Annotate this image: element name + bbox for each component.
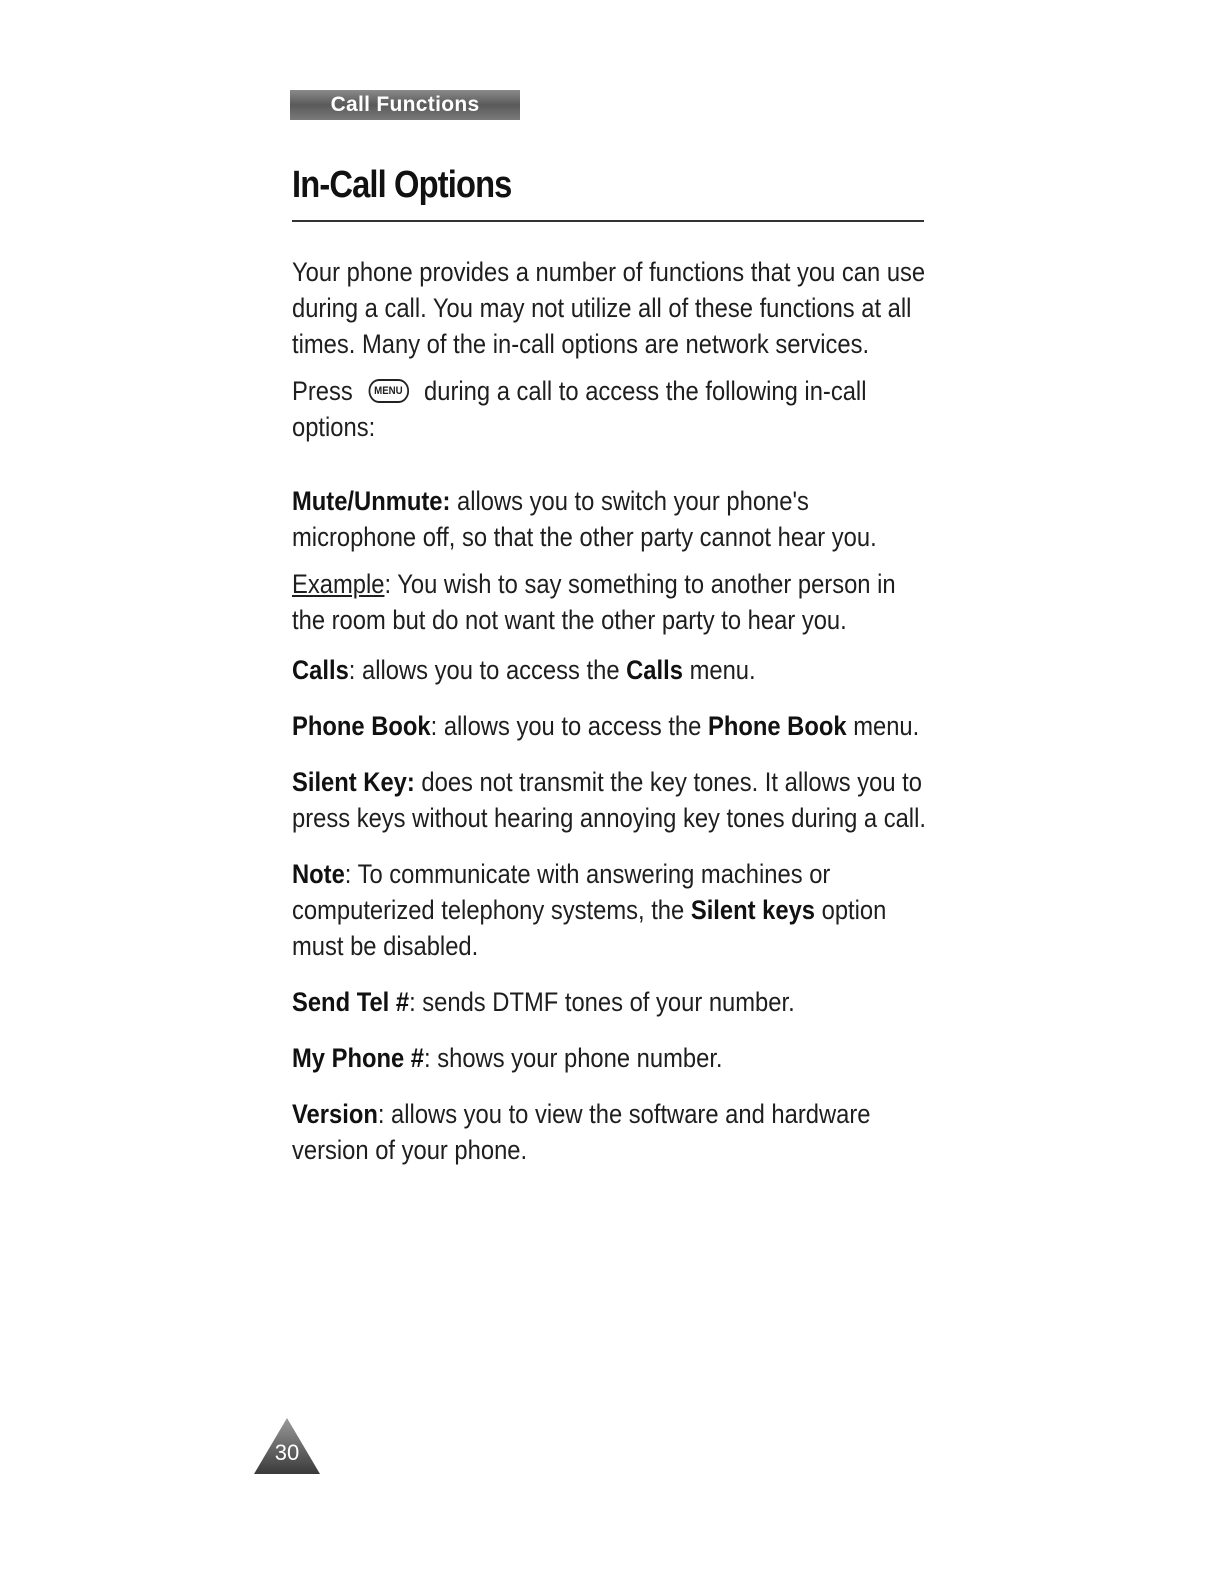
- option-description: allows you to switch your phone's microphone off, so that the other party cannot hear you.: [292, 486, 877, 552]
- example-paragraph: Example: You wish to say something to another person in the room but do not want the other party to hear you.: [292, 569, 896, 635]
- option-silent-key: [292, 764, 932, 836]
- menu-name: Phone Book: [707, 711, 847, 741]
- note-label: Note: [292, 859, 345, 889]
- example-text: You wish to say something to another person in the room but do not want the other party to hear you.: [292, 569, 896, 635]
- intro-paragraph: Your phone provides a number of functions that you can use during a call. You may not utilize all of these functions at all times. Many of the in-call options are network services.: [292, 257, 926, 359]
- option-calls: Calls: allows you to access the Calls menu.: [292, 655, 756, 685]
- press-instruction: [292, 373, 932, 445]
- menu-key-icon: MENU: [368, 379, 408, 403]
- example-label: Example: [292, 569, 385, 599]
- page-number: 30: [274, 1440, 300, 1465]
- menu-name: Calls: [626, 655, 683, 685]
- option-phone-book: Phone Book: allows you to access the Phone Book menu.: [292, 711, 920, 741]
- option-mute: [292, 483, 932, 555]
- option-description: does not transmit the key tones. It allows you to press keys without hearing annoying key tones during a call.: [292, 767, 926, 833]
- option-term: Version: [292, 1099, 378, 1129]
- option-send-tel: Send Tel #: sends DTMF tones of your number.: [292, 987, 795, 1017]
- note-paragraph: Note: To communicate with answering machines or computerized telephony systems, the Silent keys option must be disabled.: [292, 859, 887, 961]
- option-term: Mute/Unmute:: [292, 486, 451, 516]
- option-term: Silent Key:: [292, 767, 415, 797]
- option-term: Phone Book: [292, 711, 431, 741]
- option-term: Calls: [292, 655, 349, 685]
- title-divider: [292, 220, 924, 222]
- press-description: during a call to access the following in-call options:: [292, 376, 867, 442]
- page-title: In-Call Options: [292, 164, 512, 206]
- note-option-name: Silent keys: [690, 895, 816, 925]
- section-tab-label: Call Functions: [330, 93, 480, 116]
- option-version: Version: allows you to view the software and hardware version of your phone.: [292, 1099, 871, 1165]
- press-label: Press: [292, 376, 353, 406]
- page-number-badge: [252, 1416, 322, 1476]
- option-term: Send Tel #: [292, 987, 410, 1017]
- option-term: My Phone #: [292, 1043, 425, 1073]
- page-content: [292, 254, 932, 1168]
- option-my-phone: My Phone #: shows your phone number.: [292, 1043, 723, 1073]
- section-tab: [290, 90, 520, 120]
